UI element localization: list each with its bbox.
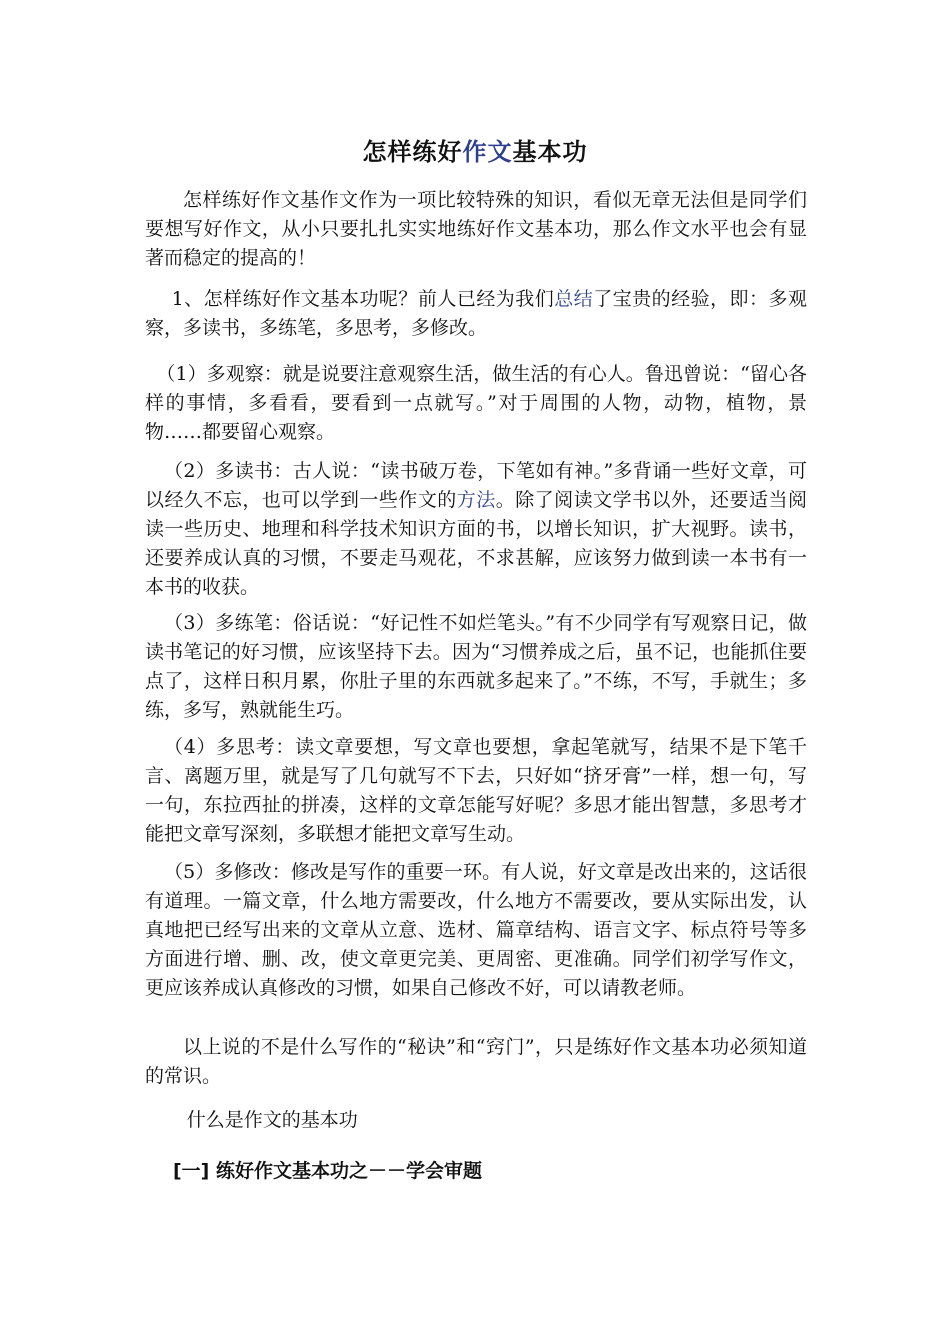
item-5-revise: （5）多修改：修改是写作的重要一环。有人说，好文章是改出来的，这话很有道理。一篇文章，什么地方需要改，什么地方不需要改，要从实际出发，认真地把已经写出来的文章从立意、选材、篇章结构、语言文字、标点符号等多方面进行增、删、改，使文章更完美、更周密、更准确。同学们初学写作文，更应该养成认真修改的习惯，如果自己修改不好，可以请教老师。 bbox=[145, 861, 807, 999]
point-1-text-end: 了宝贵的经验，即：多观察，多读书，多练笔，多思考，多修改。 bbox=[145, 288, 807, 339]
point-1-paragraph bbox=[145, 285, 807, 343]
intro-paragraph: 怎样练好作文基作文作为一项比较特殊的知识，看似无章无法但是同学们要想写好作文，从小只要扎扎实实地练好作文基本功，那么作文水平也会有显著而稳定的提高的！ bbox=[145, 189, 807, 269]
point-1-text-start: 1、怎样练好作文基本功呢？前人已经为我们 bbox=[171, 288, 555, 310]
summary-paragraph: 以上说的不是什么写作的“秘诀”和“窍门”，只是练好作文基本功必须知道的常识。 bbox=[145, 1036, 807, 1087]
item-2-text-end: 。除了阅读文学书以外，还要适当阅读一些历史、地理和科学技术知识方面的书，以增长知识，扩大视野。读书，还要养成认真的习惯，不要走马观花，不求甚解，应该努力做到读一本书有一本书的收获。 bbox=[145, 489, 807, 598]
item-2-text-start: （2）多读书：古人说：“读书破万卷，下笔如有神。”多背诵一些好文章，可以经久不忘，也可以学到一些作文的 bbox=[145, 460, 807, 511]
title-link-zuowen[interactable]: 作文 bbox=[462, 137, 513, 166]
section-heading: [一] 练好作文基本功之－－学会审题 bbox=[173, 1160, 482, 1182]
item-1-observe: （1）多观察：就是说要注意观察生活，做生活的有心人。鲁迅曾说：“留心各样的事情，多看看，要看到一点就写。”对于周围的人物，动物，植物，景物……都要留心观察。 bbox=[145, 363, 807, 443]
subtitle-line: 什么是作文的基本功 bbox=[186, 1109, 358, 1131]
title-text-start: 怎样练好 bbox=[362, 137, 463, 166]
document-title bbox=[0, 132, 950, 167]
item-3-write: （3）多练笔：俗话说：“好记性不如烂笔头。”有不少同学有写观察日记，做读书笔记的好习惯，应该坚持下去。因为“习惯养成之后，虽不记，也能抓住要点了，这样日积月累，你肚子里的东西就多起来了。”不练，不写，手就生；多练，多写，熟就能生巧。 bbox=[145, 612, 807, 721]
item-4-think: （4）多思考：读文章要想，写文章也要想，拿起笔就写，结果不是下笔千言、离题万里，就是写了几句就写不下去，只好如“挤牙膏”一样，想一句，写一句，东拉西扯的拼凑，这样的文章怎能写好呢？多思才能出智慧，多思考才能把文章写深刻，多联想才能把文章写生动。 bbox=[145, 736, 807, 845]
title-text-end: 基本功 bbox=[512, 137, 588, 166]
link-zongjie[interactable]: 总结 bbox=[554, 288, 594, 310]
link-fangfa[interactable]: 方法 bbox=[456, 489, 496, 511]
item-2-read bbox=[145, 457, 807, 602]
